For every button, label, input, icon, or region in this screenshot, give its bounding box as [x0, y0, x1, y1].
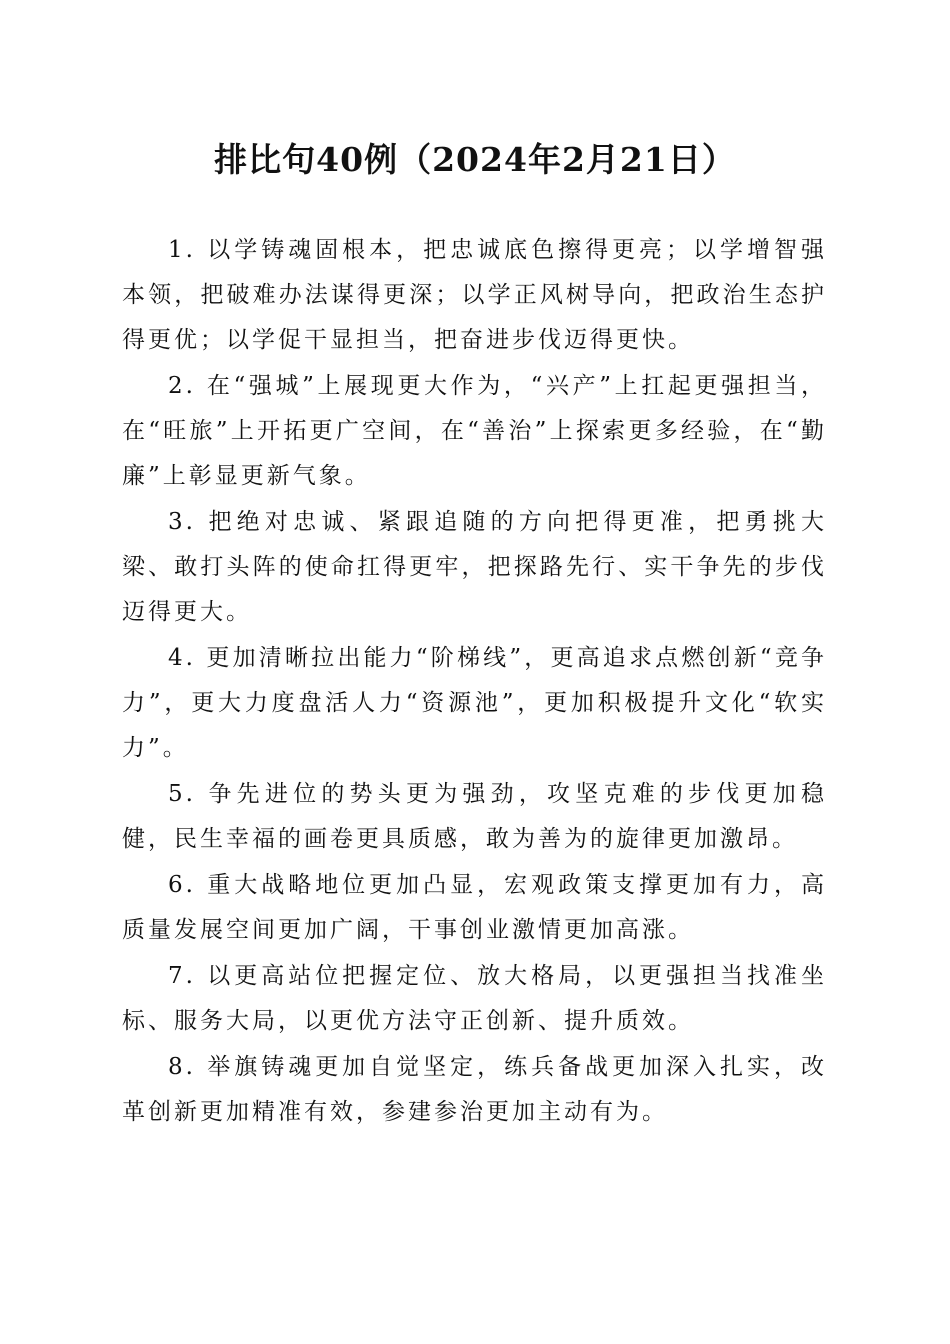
- document-body: [122, 228, 827, 1136]
- paragraph-1: 1. 以学铸魂固根本，把忠诚底色擦得更亮；以学增智强本领，把破难办法谋得更深；以学正风树导向，把政治生态护得更优；以学促干显担当，把奋进步伐迈得更快。: [122, 237, 827, 353]
- paragraph-2: 2. 在“强城”上展现更大作为，“兴产”上扛起更强担当，在“旺旅”上开拓更广空间，在“善治”上探索更多经验，在“勤廉”上彰显更新气象。: [122, 373, 827, 489]
- paragraph-7: 7. 以更高站位把握定位、放大格局，以更强担当找准坐标、服务大局，以更优方法守正创新、提升质效。: [122, 963, 827, 1034]
- paragraph-3: 3. 把绝对忠诚、紧跟追随的方向把得更准，把勇挑大梁、敢打头阵的使命扛得更牢，把探路先行、实干争先的步伐迈得更大。: [122, 509, 827, 625]
- document-title: 排比句40例（2024年2月21日）: [214, 140, 736, 179]
- paragraph-5: 5. 争先进位的势头更为强劲，攻坚克难的步伐更加稳健，民生幸福的画卷更具质感，敢为善为的旋律更加激昂。: [122, 781, 827, 852]
- paragraph-6: 6. 重大战略地位更加凸显，宏观政策支撑更加有力，高质量发展空间更加广阔，干事创业激情更加高涨。: [122, 872, 827, 943]
- paragraph-4: 4. 更加清晰拉出能力“阶梯线”，更高追求点燃创新“竞争力”，更大力度盘活人力“资源池”，更加积极提升文化“软实力”。: [122, 645, 827, 761]
- paragraph-8: 8. 举旗铸魂更加自觉坚定，练兵备战更加深入扎实，改革创新更加精准有效，参建参治更加主动有为。: [122, 1054, 827, 1125]
